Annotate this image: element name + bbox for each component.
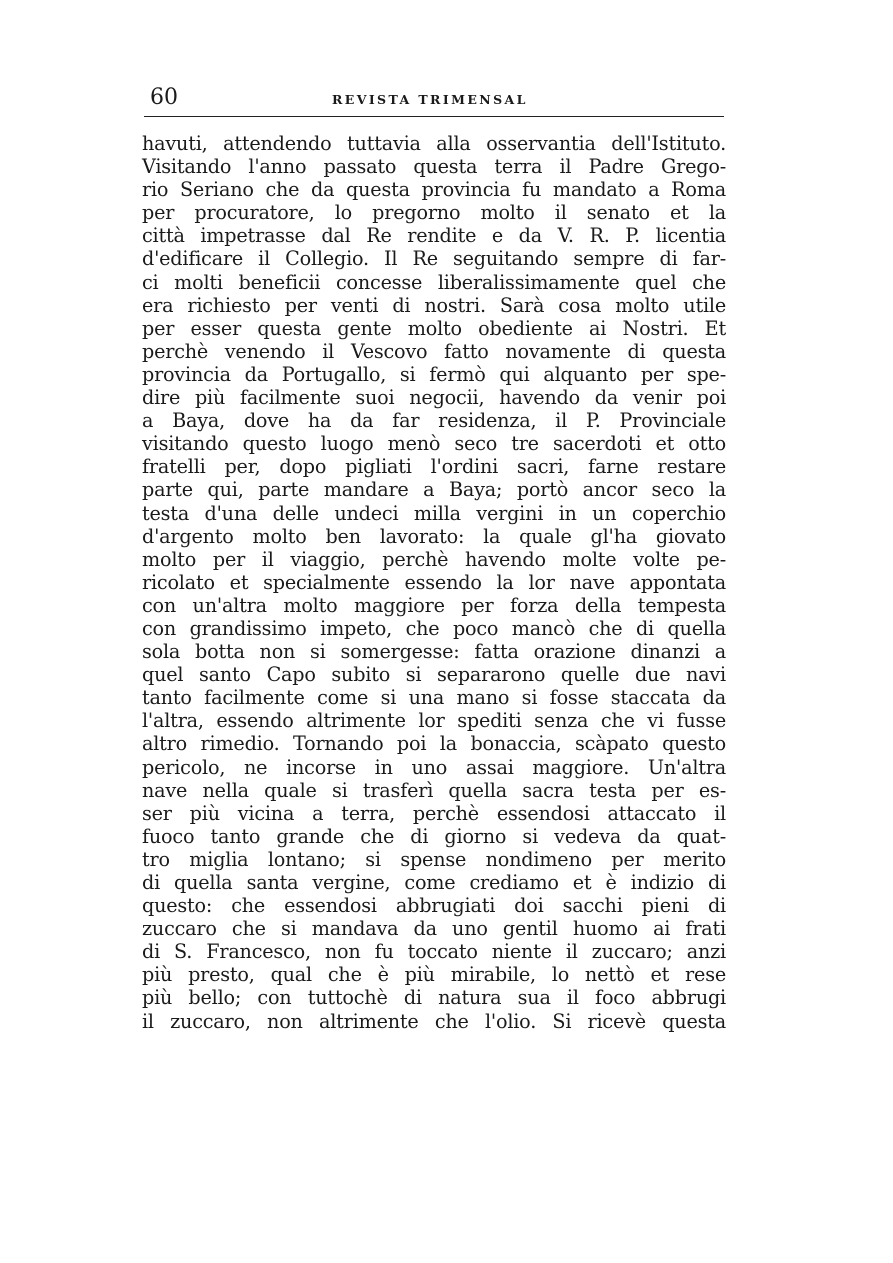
text-line: provincia da Portugallo, si fermò qui alquanto per spe- <box>142 362 726 386</box>
text-line: parte qui, parte mandare a Baya; portò ancor seco la <box>142 478 726 502</box>
text-line: per esser questa gente molto obediente ai Nostri. Et <box>142 316 726 340</box>
text-line: sola botta non si somergesse: fatta orazione dinanzi a <box>142 640 726 664</box>
text-line: più presto, qual che è più mirabile, lo nettò et rese <box>142 963 726 987</box>
text-line: ser più vicina a terra, perchè essendosi attaccato il <box>142 801 726 825</box>
text-line: più bello; con tuttochè di natura sua il foco abbrugi <box>142 986 726 1010</box>
text-line: perchè venendo il Vescovo fatto novamente di questa <box>142 339 726 363</box>
text-line: questo: che essendosi abbrugiati doi sacchi pieni di <box>142 894 726 918</box>
text-line: visitando questo luogo menò seco tre sacerdoti et otto <box>142 432 726 456</box>
text-line: era richiesto per venti di nostri. Sarà cosa molto utile <box>142 293 726 317</box>
text-line: di S. Francesco, non fu toccato niente il zuccaro; anzi <box>142 940 726 964</box>
page-number: 60 <box>150 85 178 110</box>
text-line: Visitando l'anno passato questa terra il Padre Grego- <box>142 155 726 179</box>
text-line: ci molti beneficii concesse liberalissimamente quel che <box>142 270 726 294</box>
text-line: testa d'una delle undeci milla vergini in un coperchio <box>142 501 726 525</box>
text-line: pericolo, ne incorse in uno assai maggiore. Un'altra <box>142 755 726 779</box>
text-line: altro rimedio. Tornando poi la bonaccia, scàpato questo <box>142 732 726 756</box>
text-line: tanto facilmente come si una mano si fosse staccata da <box>142 686 726 710</box>
text-line: quel santo Capo subito si separarono quelle due navi <box>142 663 726 687</box>
text-line: dire più facilmente suoi negocii, havendo da venir poi <box>142 386 726 410</box>
text-line: con grandissimo impeto, che poco mancò che di quella <box>142 616 726 640</box>
text-line: l'altra, essendo altrimente lor spediti senza che vi fusse <box>142 709 726 733</box>
text-line: tro miglia lontano; si spense nondimeno per merito <box>142 847 726 871</box>
text-line: a Baya, dove ha da far residenza, il P. Provinciale <box>142 409 726 433</box>
text-line: havuti, attendendo tuttavia alla osservantia dell'Istituto. <box>142 132 726 155</box>
text-line: fuoco tanto grande che di giorno si vedeva da quat- <box>142 824 726 848</box>
text-line: ricolato et specialmente essendo la lor nave appontata <box>142 570 726 594</box>
text-line: zuccaro che si mandava da uno gentil huomo ai frati <box>142 917 726 941</box>
journal-title: REVISTA TRIMENSAL <box>332 92 528 107</box>
header-rule <box>144 116 724 117</box>
text-line: per procuratore, lo pregorno molto il senato et la <box>142 201 726 225</box>
running-head <box>144 86 724 116</box>
text-line: con un'altra molto maggiore per forza della tempesta <box>142 593 726 617</box>
text-line: rio Seriano che da questa provincia fu mandato a Roma <box>142 178 726 202</box>
text-line: città impetrasse dal Re rendite e da V. R. P. licentia <box>142 224 726 248</box>
text-line: di quella santa vergine, come crediamo et è indizio di <box>142 871 726 894</box>
text-line: il zuccaro, non altrimente che l'olio. Si ricevè questa <box>142 1009 726 1033</box>
text-line: d'edificare il Collegio. Il Re seguitando sempre di far- <box>142 247 726 271</box>
text-line: molto per il viaggio, perchè havendo molte volte pe- <box>142 547 726 571</box>
text-line: nave nella quale si trasferì quella sacra testa per es- <box>142 778 726 802</box>
text-line: d'argento molto ben lavorato: la quale gl'ha giovato <box>142 524 726 548</box>
body-text <box>142 132 726 1033</box>
text-line: fratelli per, dopo pigliati l'ordini sacri, farne restare <box>142 455 726 479</box>
